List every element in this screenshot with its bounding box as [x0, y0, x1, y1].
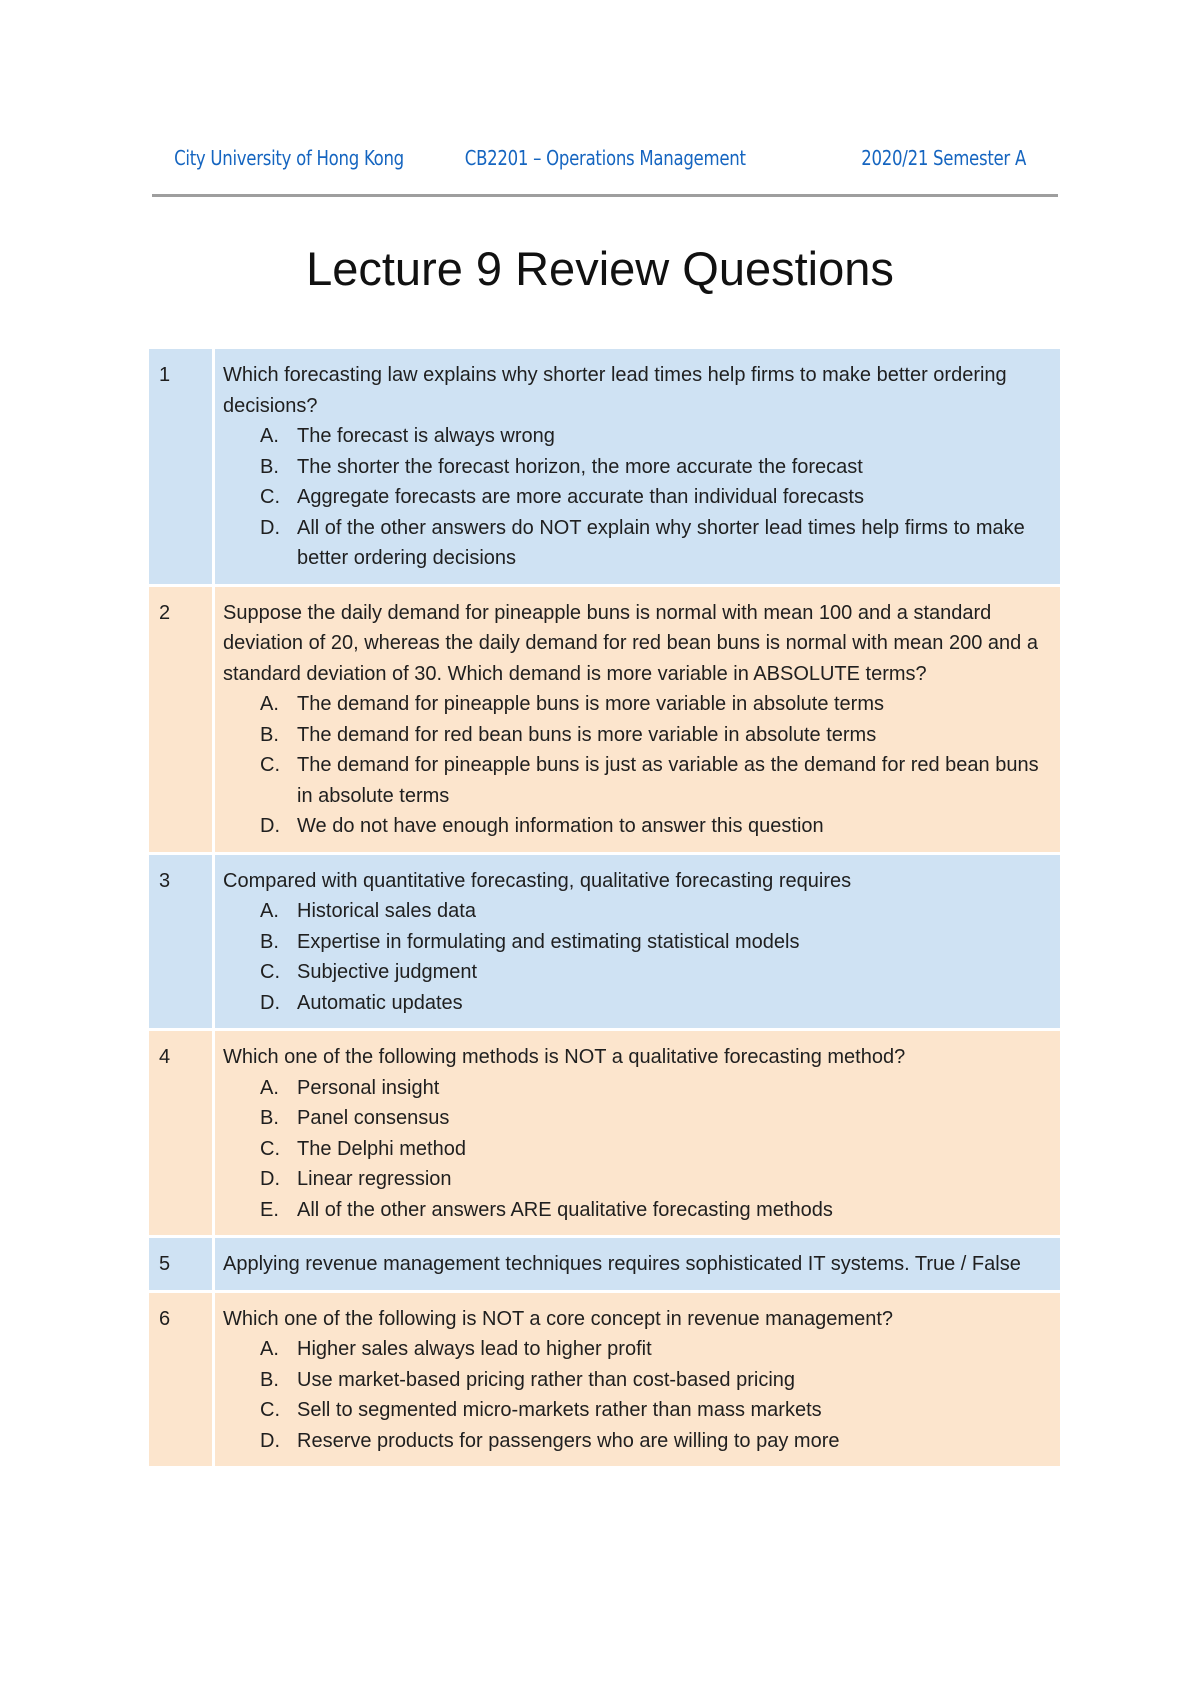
question-row-4: [149, 1031, 1060, 1238]
answer-option: [223, 1103, 1040, 1134]
answer-option: [223, 1365, 1040, 1396]
answer-options: [223, 421, 1040, 574]
option-text: The forecast is always wrong: [297, 425, 555, 447]
answer-option: [223, 927, 1040, 958]
option-letter: D.: [260, 991, 280, 1014]
question-text: Applying revenue management techniques requires sophisticated IT systems. True / False: [223, 1253, 1021, 1275]
answer-option: [223, 1073, 1040, 1104]
answer-option: [223, 1195, 1040, 1226]
answer-option: [223, 896, 1040, 927]
question-number: 2: [149, 587, 215, 852]
option-letter: C.: [260, 961, 280, 983]
header-divider: [152, 194, 1058, 197]
answer-option: [223, 811, 1040, 842]
option-letter: C.: [260, 486, 280, 508]
option-text: Reserve products for passengers who are willing to pay more: [297, 1429, 840, 1452]
option-letter: C.: [260, 754, 280, 776]
question-number: 6: [149, 1293, 215, 1467]
question-body: [215, 855, 1060, 1029]
option-letter: A.: [260, 900, 279, 922]
answer-option: [223, 452, 1040, 483]
option-text: The shorter the forecast horizon, the more accurate the forecast: [297, 455, 863, 478]
answer-option: [223, 750, 1040, 811]
page-header: [152, 146, 1026, 176]
option-text: All of the other answers do NOT explain why shorter lead times help firms to make better ordering decisions: [297, 516, 1025, 569]
option-text: The Delphi method: [297, 1137, 466, 1160]
option-letter: D.: [260, 1168, 280, 1190]
option-letter: D.: [260, 516, 280, 539]
option-text: Linear regression: [297, 1168, 452, 1190]
answer-options: [223, 689, 1040, 842]
option-letter: A.: [260, 425, 279, 447]
question-number: 4: [149, 1031, 215, 1235]
answer-options: [223, 1334, 1040, 1456]
questions-table: [149, 349, 1060, 1469]
option-letter: A.: [260, 1076, 279, 1099]
option-text: Subjective judgment: [297, 961, 478, 983]
option-text: Aggregate forecasts are more accurate than individual forecasts: [297, 486, 864, 508]
option-letter: B.: [260, 1107, 279, 1129]
option-text: The demand for pineapple buns is just as variable as the demand for red bean buns in absolute terms: [297, 754, 1039, 807]
option-letter: B.: [260, 1368, 279, 1391]
question-text: Which one of the following is NOT a core concept in revenue management?: [223, 1307, 893, 1330]
answer-option: [223, 988, 1040, 1019]
option-text: We do not have enough information to answer this question: [297, 815, 824, 837]
header-university: City University of Hong Kong: [174, 146, 404, 170]
question-number: 3: [149, 855, 215, 1029]
option-text: Expertise in formulating and estimating statistical models: [297, 930, 800, 953]
option-text: Historical sales data: [297, 900, 476, 922]
question-body: [215, 1293, 1060, 1467]
question-number: 1: [149, 349, 215, 584]
question-text: Suppose the daily demand for pineapple buns is normal with mean 100 and a standard deviation of 20, whereas the daily demand for red bean buns is normal with mean 200 and a standard deviation of 30. Which demand is more variable in ABSOLUTE terms?: [223, 601, 1038, 685]
question-body: [215, 587, 1060, 852]
option-letter: B.: [260, 930, 279, 953]
option-text: Higher sales always lead to higher profit: [297, 1338, 652, 1360]
answer-option: [223, 1426, 1040, 1457]
option-letter: C.: [260, 1137, 280, 1160]
answer-option: [223, 1164, 1040, 1195]
question-text: Which one of the following methods is NOT a qualitative forecasting method?: [223, 1046, 906, 1068]
option-text: Use market-based pricing rather than cost-based pricing: [297, 1368, 796, 1391]
header-course: CB2201 – Operations Management: [464, 146, 746, 170]
option-text: Sell to segmented micro-markets rather than mass markets: [297, 1399, 822, 1421]
question-text: Compared with quantitative forecasting, qualitative forecasting requires: [223, 869, 852, 892]
option-text: All of the other answers ARE qualitative forecasting methods: [297, 1198, 833, 1221]
question-body: [215, 1238, 1060, 1290]
question-row-5: [149, 1238, 1060, 1293]
question-row-3: [149, 855, 1060, 1032]
question-row-6: [149, 1293, 1060, 1470]
answer-option: [223, 1395, 1040, 1426]
option-text: The demand for pineapple buns is more variable in absolute terms: [297, 693, 884, 715]
option-text: Personal insight: [297, 1076, 440, 1099]
header-semester: 2020/21 Semester A: [861, 146, 1026, 170]
answer-options: [223, 896, 1040, 1018]
answer-option: [223, 421, 1040, 452]
option-letter: D.: [260, 1429, 280, 1452]
question-body: [215, 349, 1060, 584]
option-text: The demand for red bean buns is more variable in absolute terms: [297, 723, 877, 746]
answer-option: [223, 720, 1040, 751]
option-letter: C.: [260, 1399, 280, 1421]
answer-option: [223, 1134, 1040, 1165]
option-text: Panel consensus: [297, 1107, 450, 1129]
question-text: Which forecasting law explains why shorter lead times help firms to make better ordering decisions?: [223, 364, 1007, 417]
question-number: 5: [149, 1238, 215, 1290]
option-letter: E.: [260, 1198, 279, 1221]
option-letter: A.: [260, 1338, 279, 1360]
answer-option: [223, 513, 1040, 574]
answer-option: [223, 1334, 1040, 1365]
page-title: Lecture 9 Review Questions: [306, 242, 894, 295]
option-letter: B.: [260, 455, 279, 478]
question-row-1: [149, 349, 1060, 587]
answer-option: [223, 482, 1040, 513]
option-letter: B.: [260, 723, 279, 746]
answer-option: [223, 689, 1040, 720]
answer-option: [223, 957, 1040, 988]
option-letter: D.: [260, 815, 280, 837]
option-text: Automatic updates: [297, 991, 463, 1014]
question-body: [215, 1031, 1060, 1235]
question-row-2: [149, 587, 1060, 855]
option-letter: A.: [260, 693, 279, 715]
answer-options: [223, 1073, 1040, 1226]
